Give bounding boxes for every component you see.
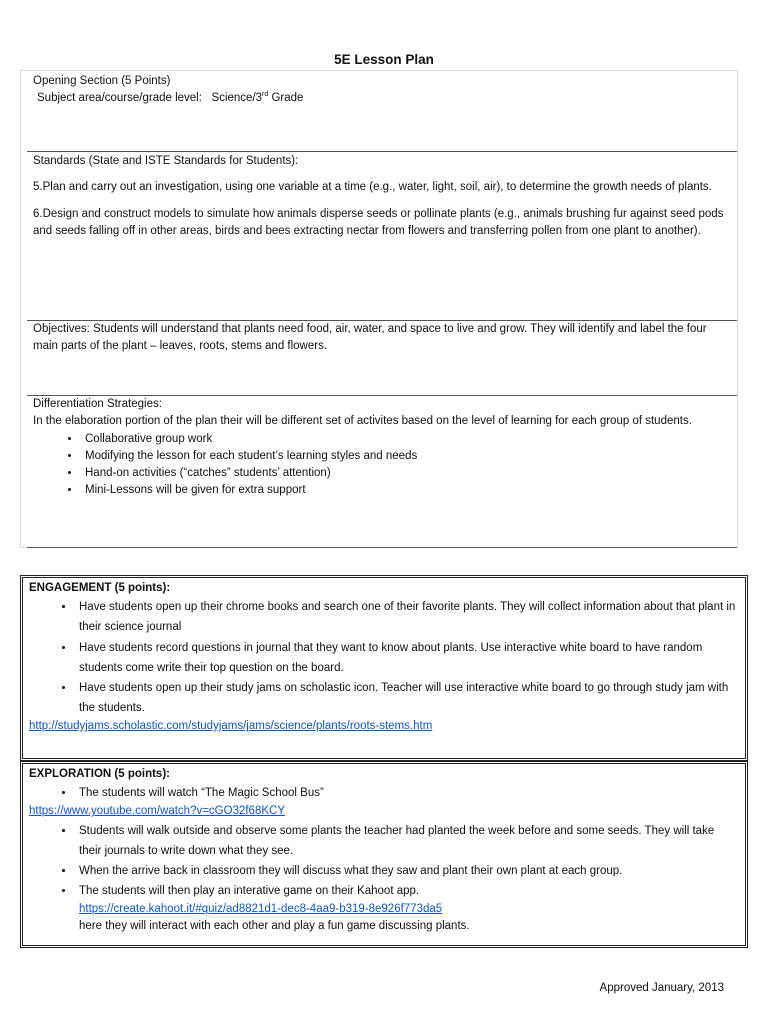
exploration-list-1 [29, 783, 739, 803]
footer-approval: Approved January, 2013 [599, 982, 724, 994]
list-item: • Collaborative group work [81, 431, 725, 448]
standards-heading: Standards (State and ISTE Standards for Students): [33, 155, 299, 167]
list-item: • Have students open up their study jams on scholastic icon. Teacher will use interactive white board to go through study jam with the students. [75, 678, 739, 718]
subject-value: Science/3 [211, 92, 263, 105]
subject-line [33, 90, 725, 107]
objectives-section [21, 321, 737, 356]
list-item: • Have students record questions in journal that they want to know about plants. Use interactive white board to have random students come write their top question on the board. [75, 638, 739, 678]
differentiation-intro: In the elaboration portion of the plan their will be different set of activites based on the level of learning for each group of students. [33, 415, 692, 428]
exploration-heading: EXPLORATION (5 points): [29, 768, 170, 780]
exploration-list-2 [29, 821, 739, 902]
differentiation-heading: Differentiation Strategies: [33, 398, 162, 410]
subject-sup: rd [262, 91, 269, 99]
engagement-list [29, 597, 739, 718]
objectives-text: Objectives: Students will understand that plants need food, air, water, and space to live and grow. They will identify and label the four main parts of the plant – leaves, roots, stems and flowers. [33, 323, 707, 353]
differentiation-section [21, 396, 737, 500]
standards-section [21, 153, 737, 240]
studyjams-link[interactable]: http://studyjams.scholastic.com/studyjams/jams/science/plants/roots-stems.htm [29, 720, 433, 732]
subject-suffix: Grade [268, 92, 304, 105]
youtube-link[interactable]: https://www.youtube.com/watch?v=cGO32f68KCY [29, 805, 285, 818]
list-item: • The students will watch “The Magic School Bus” [75, 783, 739, 803]
subject-label: Subject area/course/grade level: [37, 92, 202, 105]
kahoot-link[interactable]: https://create.kahoot.it/#quiz/ad8821d1-dec8-4aa9-b319-8e926f773da5 [79, 903, 443, 916]
differentiation-list [33, 431, 725, 500]
list-item: • When the arrive back in classroom they will discuss what they saw and plant their own plant at each group. [75, 861, 739, 881]
divider [27, 547, 737, 548]
engagement-box [20, 575, 748, 761]
exploration-box [20, 761, 748, 948]
kahoot-followup: here they will interact with each other and play a fun game discussing plants. [79, 920, 470, 933]
opening-section [21, 73, 737, 108]
divider [27, 151, 737, 152]
opening-heading: Opening Section (5 Points) [33, 75, 171, 87]
page-title: 5E Lesson Plan [334, 52, 434, 67]
engagement-heading: ENGAGEMENT (5 points): [29, 582, 171, 594]
standard-item-6: 6.Design and construct models to simulate how animals disperse seeds or pollinate plants (e.g., animals brushing fur against seed pods and seeds falling off in other areas, birds and bees extracting nectar from flowers and transferring pollen from one plant to another). [33, 207, 724, 237]
list-item: • Students will walk outside and observe some plants the teacher had planted the week before and some seeds. They will take their journals to write down what they see. [75, 821, 739, 861]
list-item: • Mini-Lessons will be given for extra support [81, 482, 725, 499]
list-item: • Hand-on activities (“catches” students’ attention) [81, 465, 725, 482]
standard-item-5: 5.Plan and carry out an investigation, using one variable at a time (e.g., water, light, soil, air), to determine the growth needs of plants. [33, 181, 712, 194]
opening-section-box [20, 70, 738, 548]
list-item: • The students will then play an interative game on their Kahoot app. [75, 881, 739, 901]
list-item: • Modifying the lesson for each student’s learning styles and needs [81, 448, 725, 465]
list-item: • Have students open up their chrome books and search one of their favorite plants. They will collect information about that plant in their science journal [75, 597, 739, 637]
